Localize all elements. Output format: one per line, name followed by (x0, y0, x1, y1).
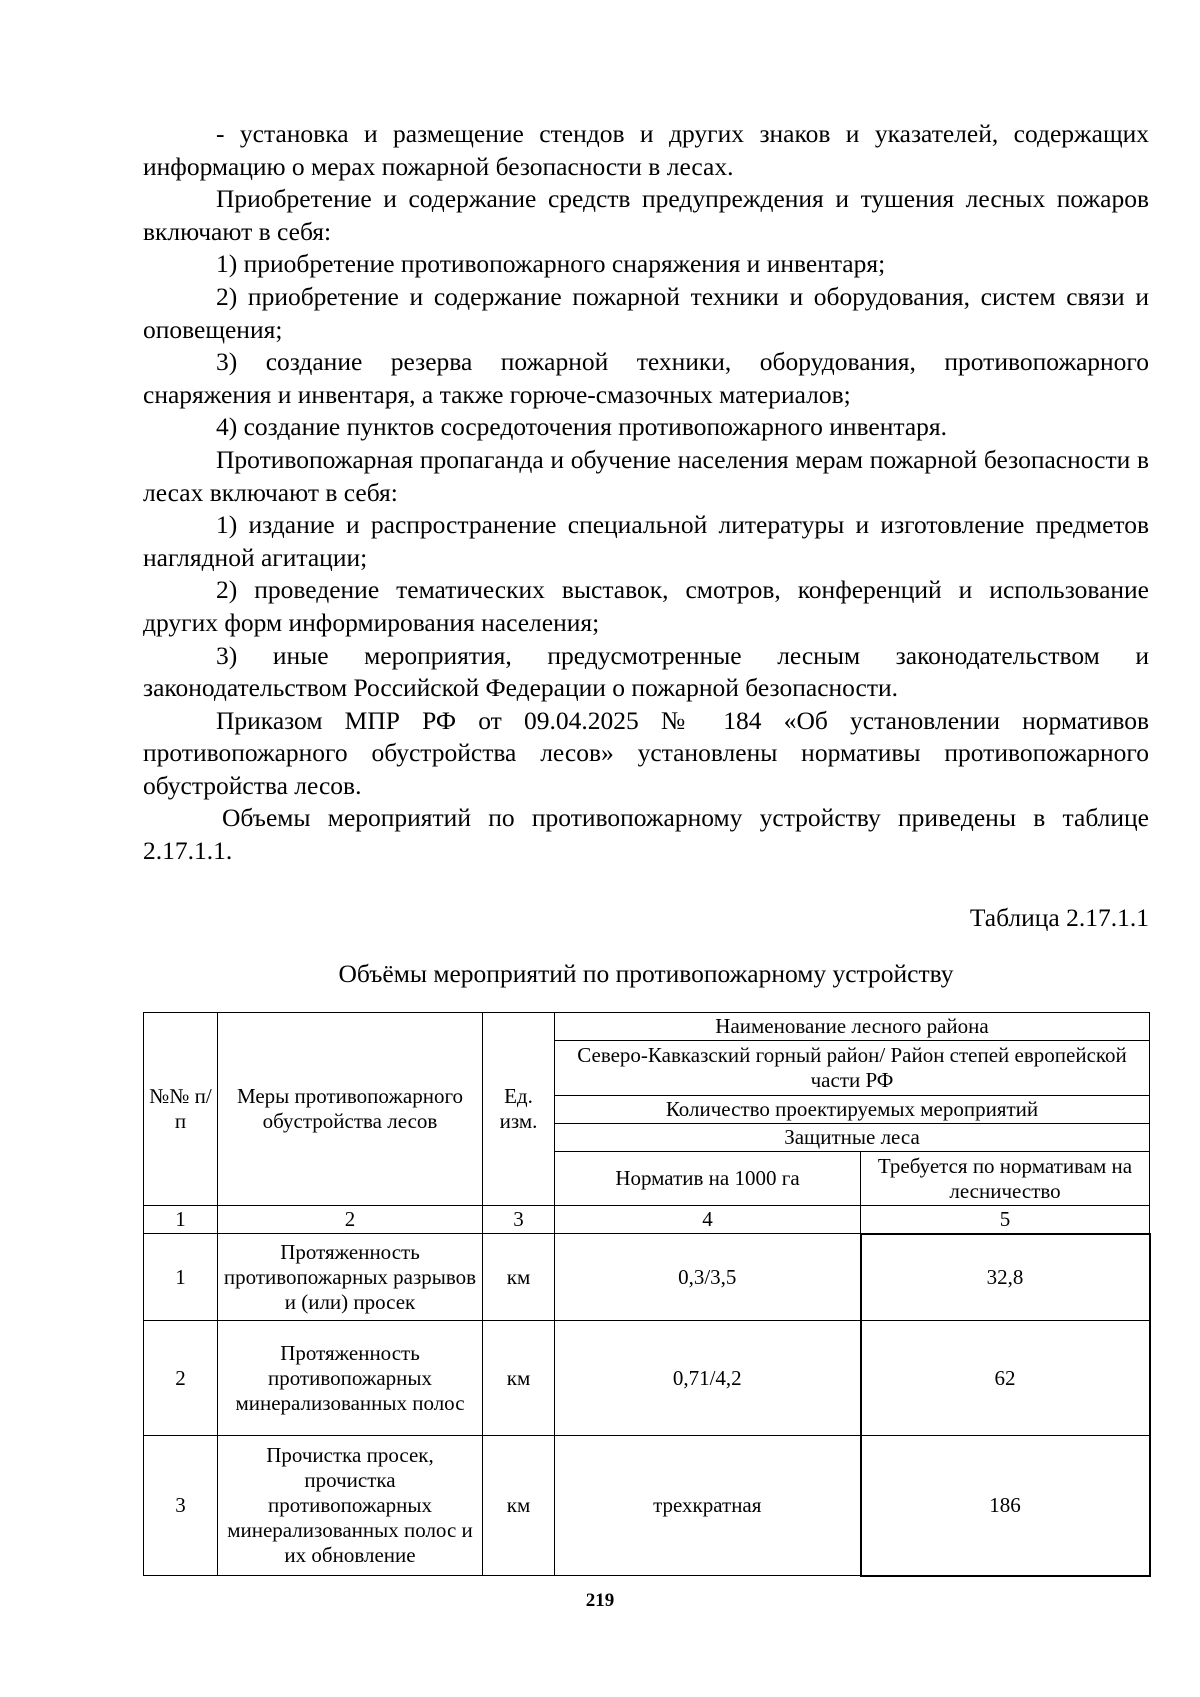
table-title: Объёмы мероприятий по противопожарному устройству (338, 959, 954, 988)
paragraph: Противопожарная пропаганда и обучение населения мерам пожарной безопасности в лесах включают в себя: (143, 444, 1149, 507)
row-measure: Протяженность противопожарных разрывов и (или) просек (218, 1234, 483, 1321)
header-norm: Норматив на 1000 га (555, 1152, 861, 1206)
row-required: 62 (861, 1321, 1150, 1436)
row-num: 3 (144, 1436, 218, 1576)
paragraph: Приказом МПР РФ от 09.04.2025 № 184 «Об установлении нормативов противопожарного обустройства лесов» установлены нормативы противопожарного обустройства лесов. (143, 705, 1149, 800)
paragraph: Объемы мероприятий по противопожарному устройству приведены в таблице 2.17.1.1. (143, 803, 1149, 866)
row-norm: 0,3/3,5 (555, 1234, 861, 1321)
paragraph: 3) иные мероприятия, предусмотренные лесным законодательством и законодательством Российской Федерации о пожарной безопасности. (143, 640, 1149, 703)
col-number: 3 (483, 1206, 555, 1234)
header-num: №№ п/п (144, 1013, 218, 1206)
paragraph: 1) приобретение противопожарного снаряжения и инвентаря; (216, 249, 886, 279)
paragraph: 2) проведение тематических выставок, смотров, конференций и использование других форм информирования населения; (143, 575, 1149, 637)
header-qty-label: Количество проектируемых мероприятий (555, 1096, 1150, 1124)
row-required: 32,8 (861, 1234, 1150, 1321)
table-row (144, 1436, 1150, 1576)
row-unit: км (483, 1234, 555, 1321)
row-norm: трехкратная (555, 1436, 861, 1576)
row-num: 2 (144, 1321, 218, 1436)
header-forest-type: Защитные леса (555, 1124, 1150, 1152)
paragraph: 3) создание резерва пожарной техники, оборудования, противопожарного снаряжения и инвентаря, а также горюче-смазочных материалов; (143, 347, 1149, 409)
col-number: 1 (144, 1206, 218, 1234)
paragraph: Приобретение и содержание средств предупреждения и тушения лесных пожаров включают в себя: (143, 184, 1149, 246)
paragraph: 1) издание и распространение специальной литературы и изготовление предметов наглядной агитации; (143, 510, 1149, 572)
row-required: 186 (861, 1436, 1150, 1576)
page-number: 219 (585, 1590, 615, 1611)
table-number: Таблица 2.17.1.1 (969, 903, 1149, 932)
row-num: 1 (144, 1234, 218, 1321)
col-number: 2 (218, 1206, 483, 1234)
body-text (143, 118, 1149, 868)
table-row (144, 1234, 1150, 1321)
row-unit: км (483, 1321, 555, 1436)
header-district-name: Северо-Кавказский горный район/ Район степей европейской части РФ (555, 1041, 1150, 1096)
header-unit: Ед. изм. (483, 1013, 555, 1206)
paragraph: 4) создание пунктов сосредоточения противопожарного инвентаря. (216, 412, 948, 442)
row-measure: Прочистка просек, прочистка противопожарных минерализованных полос и их обновление (218, 1436, 483, 1576)
row-measure: Протяженность противопожарных минерализованных полос (218, 1321, 483, 1436)
paragraph: 2) приобретение и содержание пожарной техники и оборудования, систем связи и оповещения; (143, 281, 1149, 344)
header-required: Требуется по нормативам на лесничество (861, 1152, 1150, 1206)
header-district-label: Наименование лесного района (555, 1013, 1150, 1041)
table-row (144, 1321, 1150, 1436)
row-norm: 0,71/4,2 (555, 1321, 861, 1436)
paragraph: - установка и размещение стендов и других знаков и указателей, содержащих информацию о мерах пожарной безопасности в лесах. (143, 119, 1149, 181)
col-number: 5 (861, 1206, 1150, 1234)
col-number: 4 (555, 1206, 861, 1234)
header-measure: Меры противопожарного обустройства лесов (218, 1013, 483, 1206)
row-unit: км (483, 1436, 555, 1576)
measures-table (143, 1012, 1151, 1577)
